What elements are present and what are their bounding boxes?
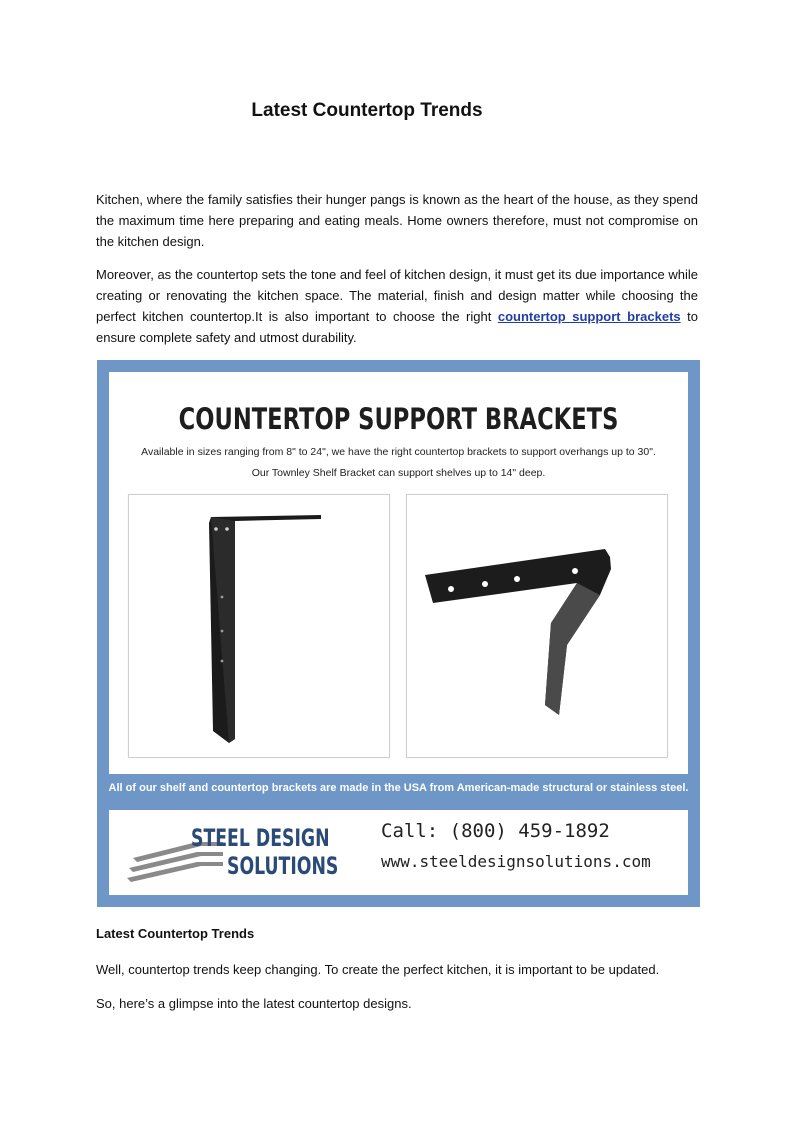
glimpse-paragraph: So, here’s a glimpse into the latest countertop designs.	[96, 996, 412, 1011]
ad-made-in-usa-text: All of our shelf and countertop brackets are made in the USA from American-made structural or stainless steel.	[108, 782, 689, 794]
ad-top-panel	[109, 372, 688, 774]
ad-contact-panel	[109, 810, 688, 895]
paragraph-text-before-link: Moreover, as the countertop sets the tone and feel of kitchen design, it must get its due importance while creating or renovating the kitchen space. The material, finish and design matter while choosing the perfect kitchen countertop.It is also important to choose the right	[96, 267, 698, 324]
ad-headline: COUNTERTOP SUPPORT BRACKETS	[178, 402, 619, 436]
bracket-photo-left	[128, 494, 390, 758]
countertop-paragraph	[96, 264, 698, 348]
logo-text-line1: STEEL DESIGN	[191, 824, 330, 852]
paragraph-text-after-link: to ensure complete safety and utmost durability.	[96, 309, 698, 345]
page-title: Latest Countertop Trends	[251, 100, 483, 121]
ad-subtext-sizes: Available in sizes ranging from 8" to 24", we have the right countertop brackets to support overhangs up to 30".	[141, 446, 656, 458]
angled-bracket-image	[407, 495, 667, 757]
logo-text-line2: SOLUTIONS	[227, 852, 339, 880]
intro-paragraph: Kitchen, where the family satisfies their hunger pangs is known as the heart of the house, as they spend the maximum time here preparing and eating meals. Home owners therefore, must not compromise on the kitchen design.	[96, 192, 698, 249]
section-heading: Latest Countertop Trends	[96, 926, 255, 941]
bracket-photo-right	[406, 494, 668, 758]
advertisement-banner	[97, 360, 700, 907]
countertop-support-brackets-link[interactable]: countertop support brackets	[497, 309, 681, 324]
steel-design-solutions-logo	[127, 824, 339, 884]
ad-website: www.steeldesignsolutions.com	[381, 852, 651, 871]
trends-paragraph: Well, countertop trends keep changing. To create the perfect kitchen, it is important to be updated.	[96, 962, 660, 977]
l-bracket-image	[129, 495, 389, 757]
ad-subtext-shelf: Our Townley Shelf Bracket can support shelves up to 14" deep.	[251, 467, 546, 479]
ad-phone-number: Call: (800) 459-1892	[381, 820, 610, 842]
